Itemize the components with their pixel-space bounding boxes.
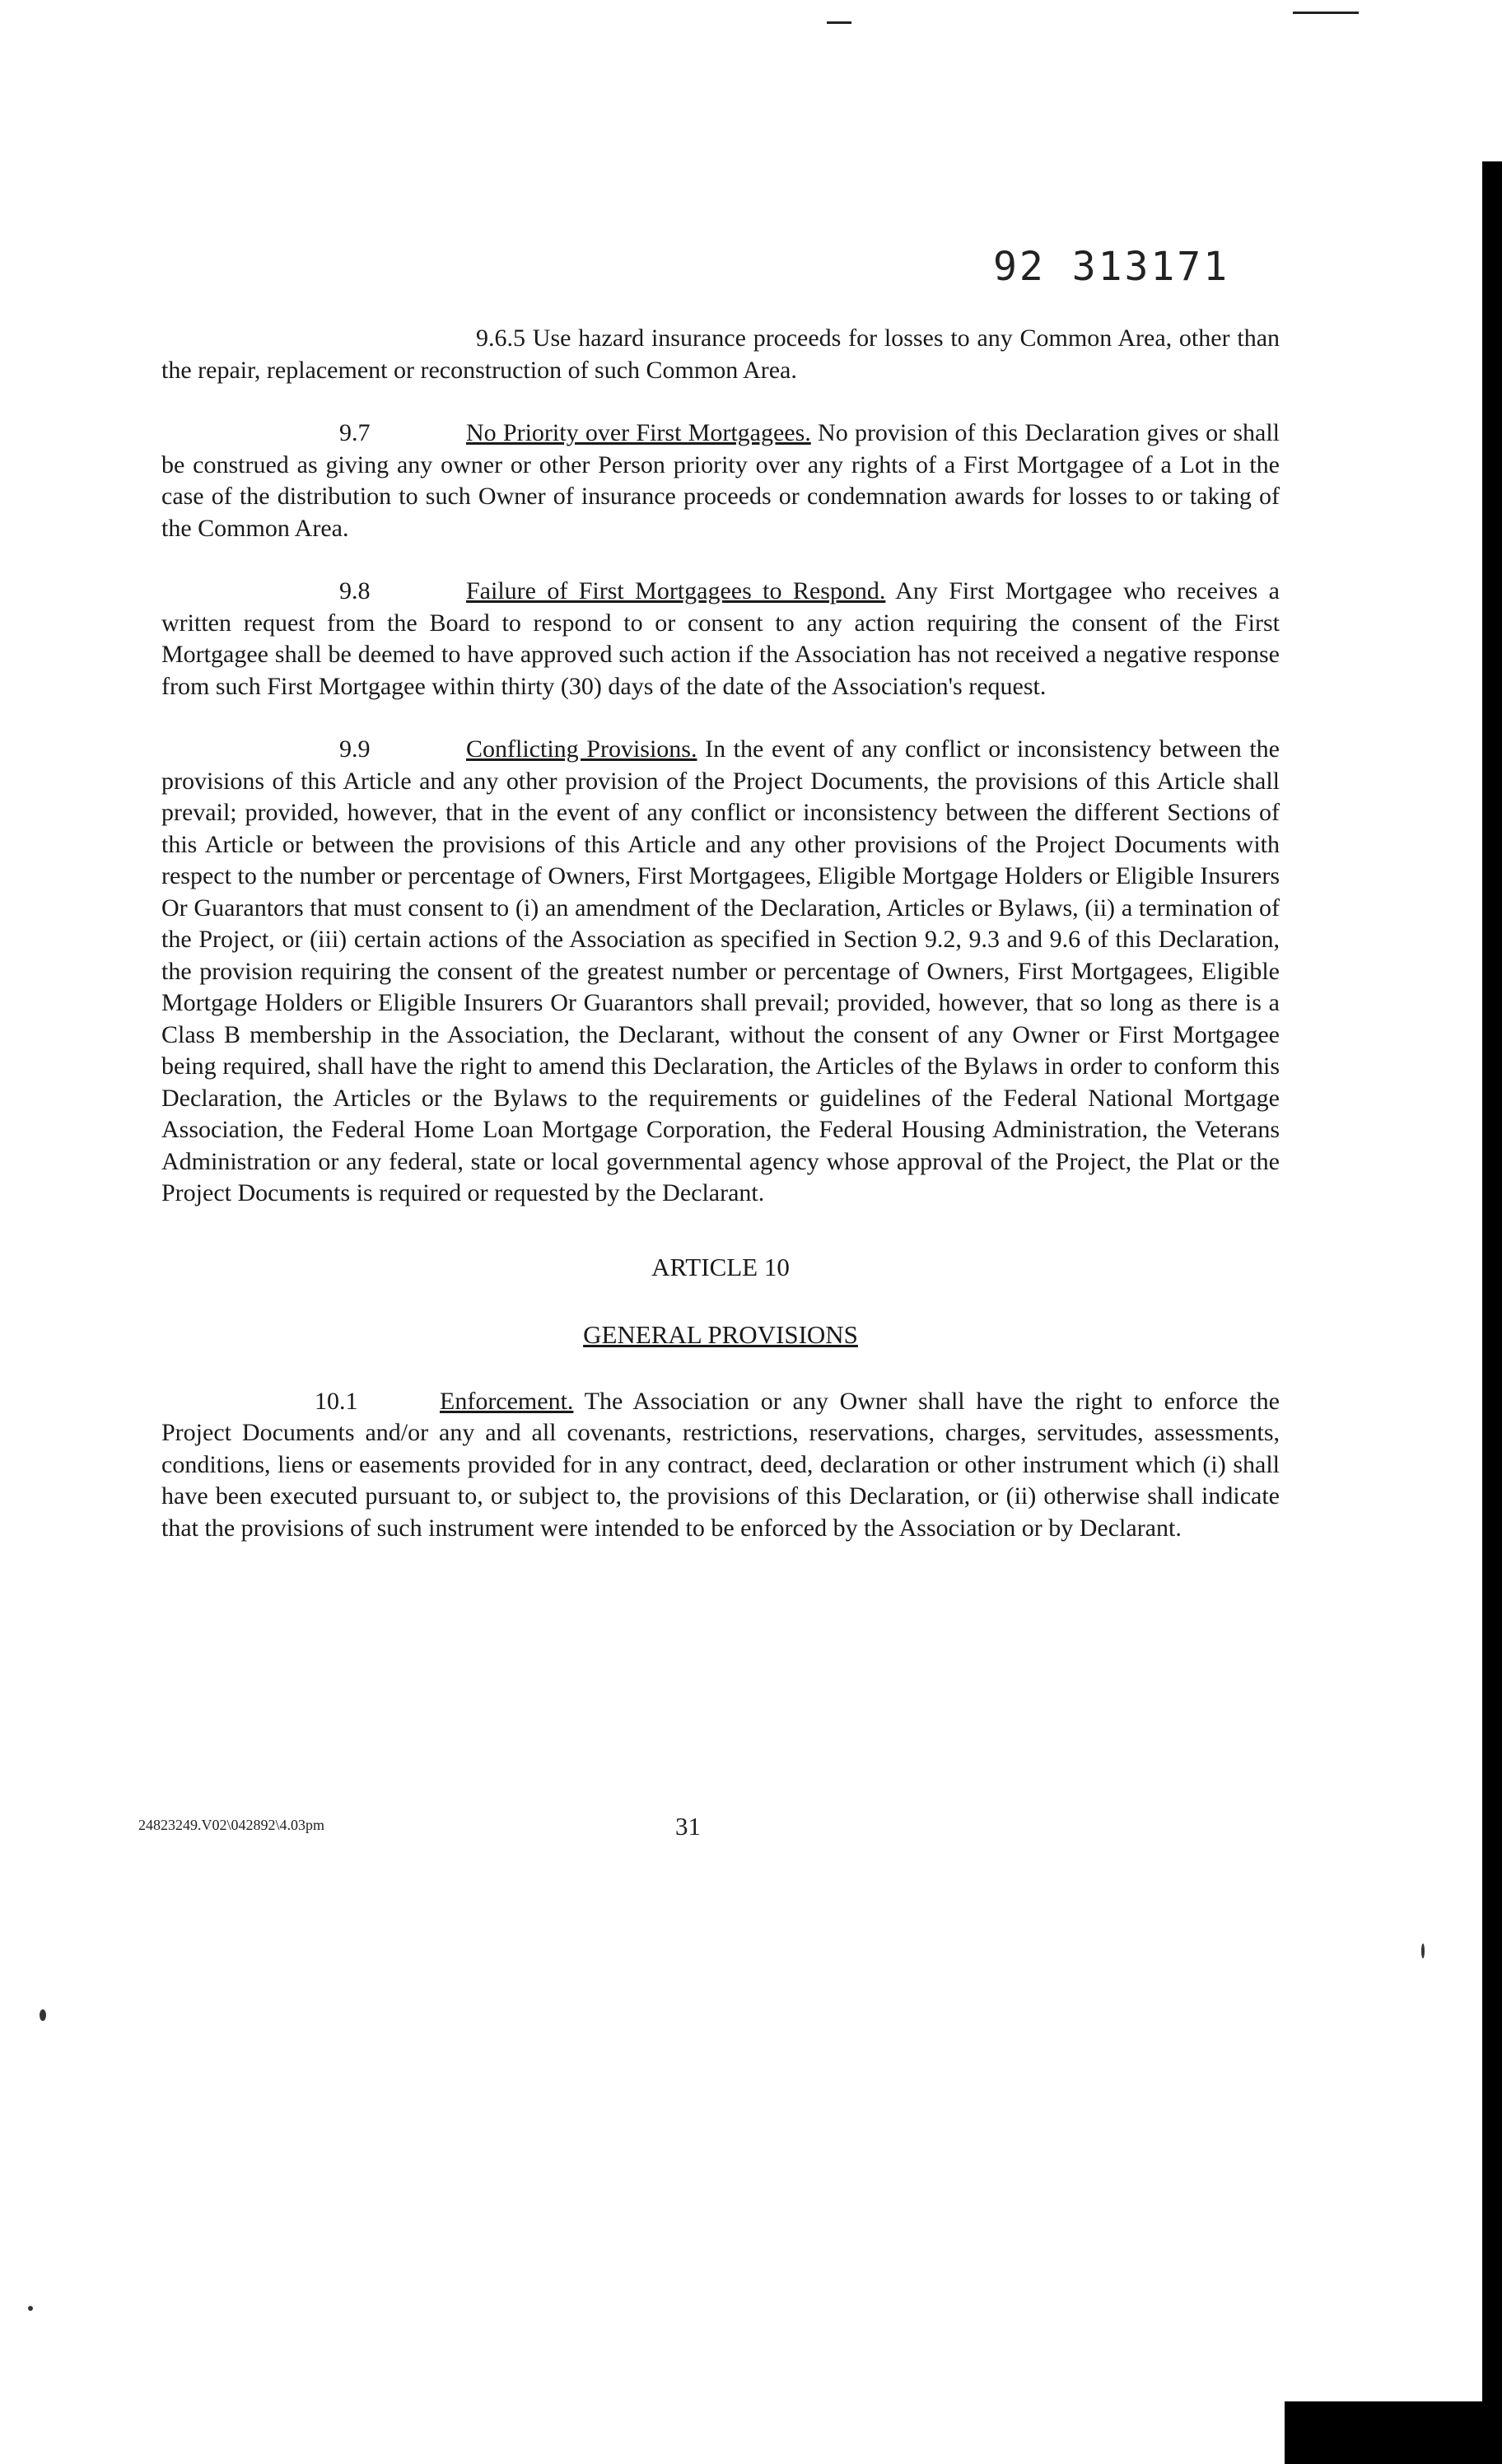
section-number: 9.6.5	[476, 324, 525, 352]
paragraph-9-6-5	[161, 323, 1280, 386]
section-heading: Enforcement.	[440, 1387, 574, 1415]
scan-speck	[40, 2009, 46, 2021]
paragraph-text: In the event of any conflict or inconsistency between the provisions of this Article and any other provision of the Project Documents, the provisions of this Article shall prevail; provided, however, that in the event of any conflict or inconsistency between the different Sections of this Article or between the provisions of this Article and any other provisions of the Project Documents with respect to the number or percentage of Owners, First Mortgagees, Eligible Mortgage Holders or Eligible Insurers Or Guarantors that must consent to (i) an amendment of the Declaration, Articles or Bylaws, (ii) a termination of the Project, or (iii) certain actions of the Association as specified in Section 9.2, 9.3 and 9.6 of this Declaration, the provision requiring the consent of the greatest number or percentage of Owners, First Mortgagees, Eligible Mortgage Holders or Eligible Insurers Or Guarantors shall prevail; provided, however, that so long as there is a Class B membership in the Association, the Declarant, without the consent of any Owner or First Mortgagee being required, shall have the right to amend this Declaration, the Articles of the Bylaws in order to conform this Declaration, the Articles or the Bylaws to the requirements or guidelines of the Federal National Mortgage Association, the Federal Home Loan Mortgage Corporation, the Federal Housing Administration, the Veterans Administration or any federal, state or local governmental agency whose approval of the Project, the Plat or the Project Documents is required or requested by the Declarant.	[161, 735, 1280, 1206]
paragraph-text: The Association or any Owner shall have the right to enforce the Project Documents and/or any and all covenants, restrictions, reservations, charges, servitudes, assessments, conditions, liens or easements provided for in any contract, deed, declaration or other instrument which (i) shall have been executed pursuant to, or subject to, the provisions of this Declaration, or (ii) otherwise shall indicate that the provisions of such instrument were intended to be enforced by the Association or by Declarant.	[161, 1387, 1280, 1542]
document-body	[161, 323, 1280, 1575]
scan-speck	[28, 2306, 33, 2311]
scan-speck	[1421, 1944, 1425, 1958]
section-number: 9.9	[339, 735, 371, 763]
scan-mark	[827, 21, 851, 24]
section-heading: Failure of First Mortgagees to Respond.	[466, 577, 886, 604]
paragraph-10-1	[161, 1386, 1280, 1545]
scan-edge-right	[1482, 161, 1502, 2464]
footer-file-id: 24823249.V02\042892\4.03pm	[138, 1817, 325, 1833]
scan-mark	[1293, 12, 1359, 14]
paragraph-text: Any First Mortgagee who receives a written request from the Board to respond to or consent to any action requiring the consent of the First Mortgagee shall be deemed to have approved such action if the Association has not received a negative response from such First Mortgagee within thirty (30) days of the date of the Association's request.	[161, 577, 1280, 700]
section-number: 9.7	[339, 419, 371, 446]
paragraph-9-7	[161, 418, 1280, 544]
paragraph-9-9	[161, 734, 1280, 1210]
scan-edge-bottom	[1285, 2401, 1502, 2464]
section-number: 10.1	[315, 1387, 358, 1415]
paragraph-9-8	[161, 576, 1280, 702]
article-subtitle: GENERAL PROVISIONS	[583, 1319, 858, 1349]
section-heading: No Priority over First Mortgagees.	[466, 419, 811, 446]
article-title: ARTICLE 10	[651, 1252, 790, 1281]
document-number: 92 313171	[993, 244, 1230, 290]
paragraph-text: No provision of this Declaration gives or shall be construed as giving any owner or other Person priority over any rights of a First Mortgagee of a Lot in the case of the distribution to such Owner of insurance proceeds or condemnation awards for losses to or taking of the Common Area.	[161, 419, 1280, 542]
section-number: 9.8	[339, 577, 371, 604]
section-heading: Conflicting Provisions.	[466, 735, 697, 763]
paragraph-text: Use hazard insurance proceeds for losses to any Common Area, other than the repair, replacement or reconstruction of such Common Area.	[161, 324, 1280, 384]
page-number: 31	[675, 1812, 701, 1841]
